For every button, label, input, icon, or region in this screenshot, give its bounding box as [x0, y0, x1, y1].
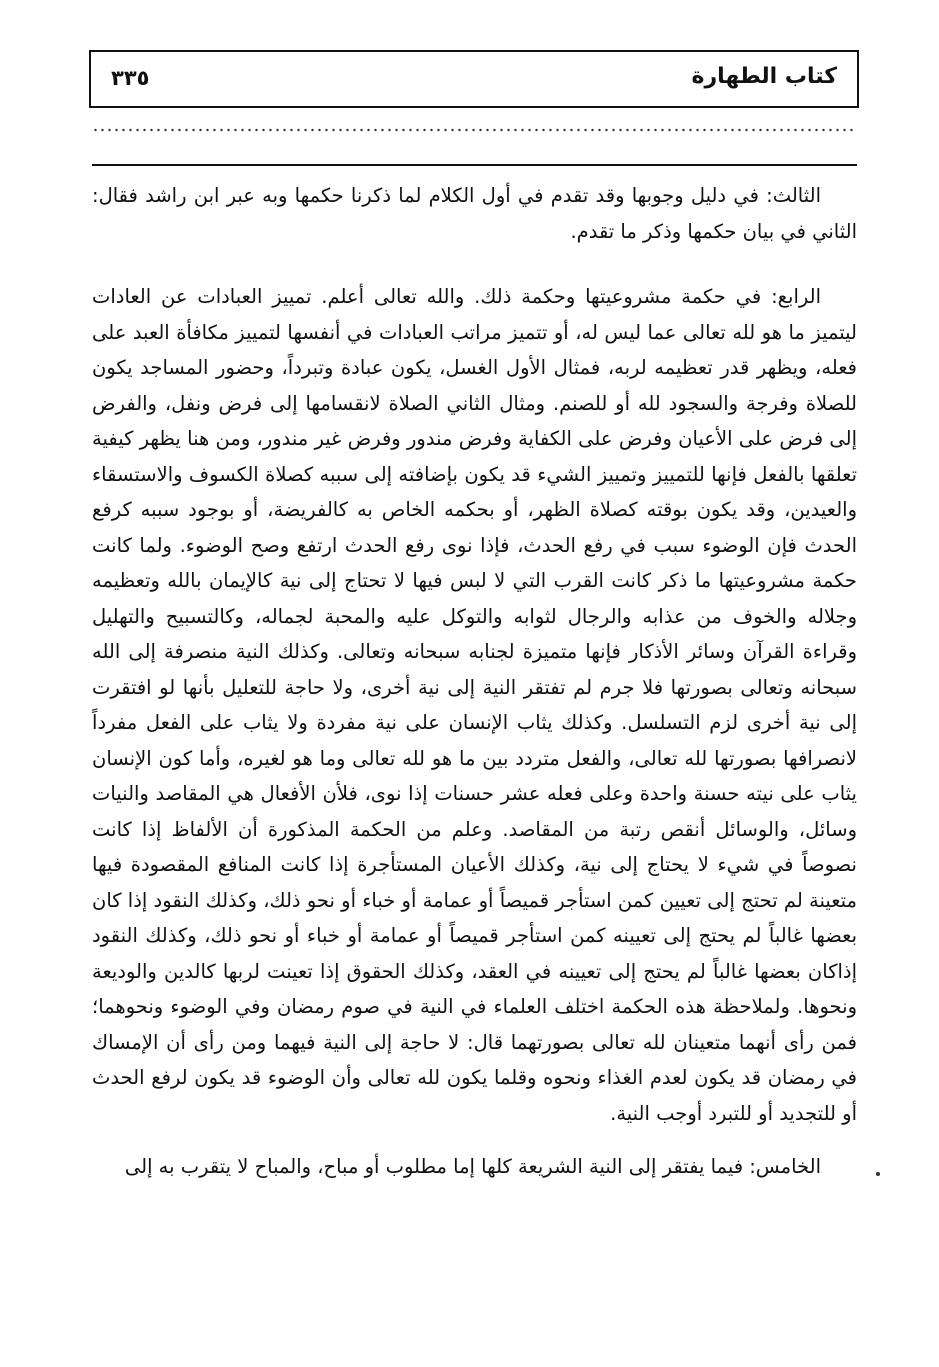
paragraph-fifth-text: الخامس: فيما يفتقر إلى النية الشريعة كلها إما مطلوب أو مباح، والمباح لا يتقرب به إلى	[124, 1155, 821, 1178]
book-title: كتاب الطهارة	[691, 64, 837, 89]
paragraph-fourth	[92, 279, 857, 1131]
page-number: ٣٣٥	[111, 66, 150, 90]
page-body	[92, 170, 857, 1185]
paragraph-third-text: الثالث: في دليل وجوبها وقد تقدم في أول الكلام لما ذكرنا حكمها وبه عبر ابن راشد فقال: الثاني في بيان حكمها وذكر ما تقدم.	[92, 184, 857, 243]
paragraph-third	[92, 178, 857, 249]
paragraph-fifth	[92, 1149, 857, 1185]
running-header	[89, 50, 859, 108]
horizontal-rule	[92, 164, 857, 166]
margin-dot	[876, 1172, 880, 1176]
dotted-separator	[92, 127, 856, 133]
paragraph-fourth-text: الرابع: في حكمة مشروعيتها وحكمة ذلك. والله تعالى أعلم. تمييز العبادات عن العادات ليتميز ما هو لله تعالى عما ليس له، أو تتميز مراتب العبادات في أنفسها لتمييز مكافأة العبد على فعله، ويظهر قدر تعظيمه لربه، فمثال الأول الغسل، يكون عبادة وتبرداً، وحضور المساجد يكون للصلاة وفرجة والسجود لله أو للصنم. ومثال الثاني الصلاة لانقسامها إلى فرض ونفل، والفرض إلى فرض على الأعيان وفرض على الكفاية وفرض مندور وفرض غير مندور، ومن هنا يظهر كيفية تعلقها بالفعل فإنها للتمييز وتمييز الشيء قد يكون بإضافته إلى سببه كصلاة الكسوف والاستسقاء والعيدين، وقد يكون بوقته كصلاة الظهر، أو بحكمه الخاص به كالفريضة، أو بوجود سببه كرفع الحدث فإن الوضوء سبب في رفع الحدث، فإذا نوى رفع الحدث ارتفع وصح الوضوء. ولما كانت حكمة مشروعيتها ما ذكر كانت القرب التي لا لبس فيها لا تحتاج إلى نية كالإيمان بالله وتعظيمه وجلاله والخوف من عذابه والرجال لثوابه والتوكل عليه والمحبة لجماله، وكالتسبيح والتهليل وقراءة القرآن وسائر الأذكار فإنها متميزة لجنابه سبحانه وتعالى. وكذلك النية منصرفة إلى الله سبحانه وتعالى بصورتها فلا جرم لم تفتقر النية إلى نية أخرى، ولا حاجة للتعليل بأنها لو افتقرت إلى نية أخرى لزم التسلسل. وكذلك يثاب الإنسان على نية مفردة ولا يثاب على الفعل مفرداً لانصرافها بصورتها لله تعالى، والفعل متردد بين ما هو لله تعالى وما هو لغيره، وأما كون الإنسان يثاب على نيته حسنة واحدة وعلى فعله عشر حسنات إذا نوى، فلأن الأفعال هي المقاصد والنيات وسائل، والوسائل أنقص رتبة من المقاصد. وعلم من الحكمة المذكورة أن الألفاظ إذا كانت نصوصاً في شيء لا يحتاج إلى نية، وكذلك الأعيان المستأجرة إذا كانت المنافع المقصودة فيها متعينة لم تحتج إلى تعيين كمن استأجر قميصاً أو عمامة أو خباء أو نحو ذلك، وكذلك النقود إذا كان بعضها غالباً لم يحتج إلى تعيينه كمن استأجر قميصاً أو عمامة أو خباء أو نحو ذلك، وكذلك النقود إذاكان بعضها غالباً لم يحتج إلى تعيينه في العقد، وكذلك الحقوق إذا تعينت لربها كالدين والوديعة ونحوها. ولملاحظة هذه الحكمة اختلف العلماء في النية في صوم رمضان وفي الوضوء ونحوهما؛ فمن رأى أنهما متعينان لله تعالى بصورتهما قال: لا حاجة إلى النية فيهما ومن رأى أن الإمساك في رمضان قد يكون لعدم الغذاء ونحوه وقلما يكون لله تعالى وأن الوضوء قد يكون لرفع الحدث أو للتجديد أو للتبرد أوجب النية.	[92, 285, 857, 1125]
